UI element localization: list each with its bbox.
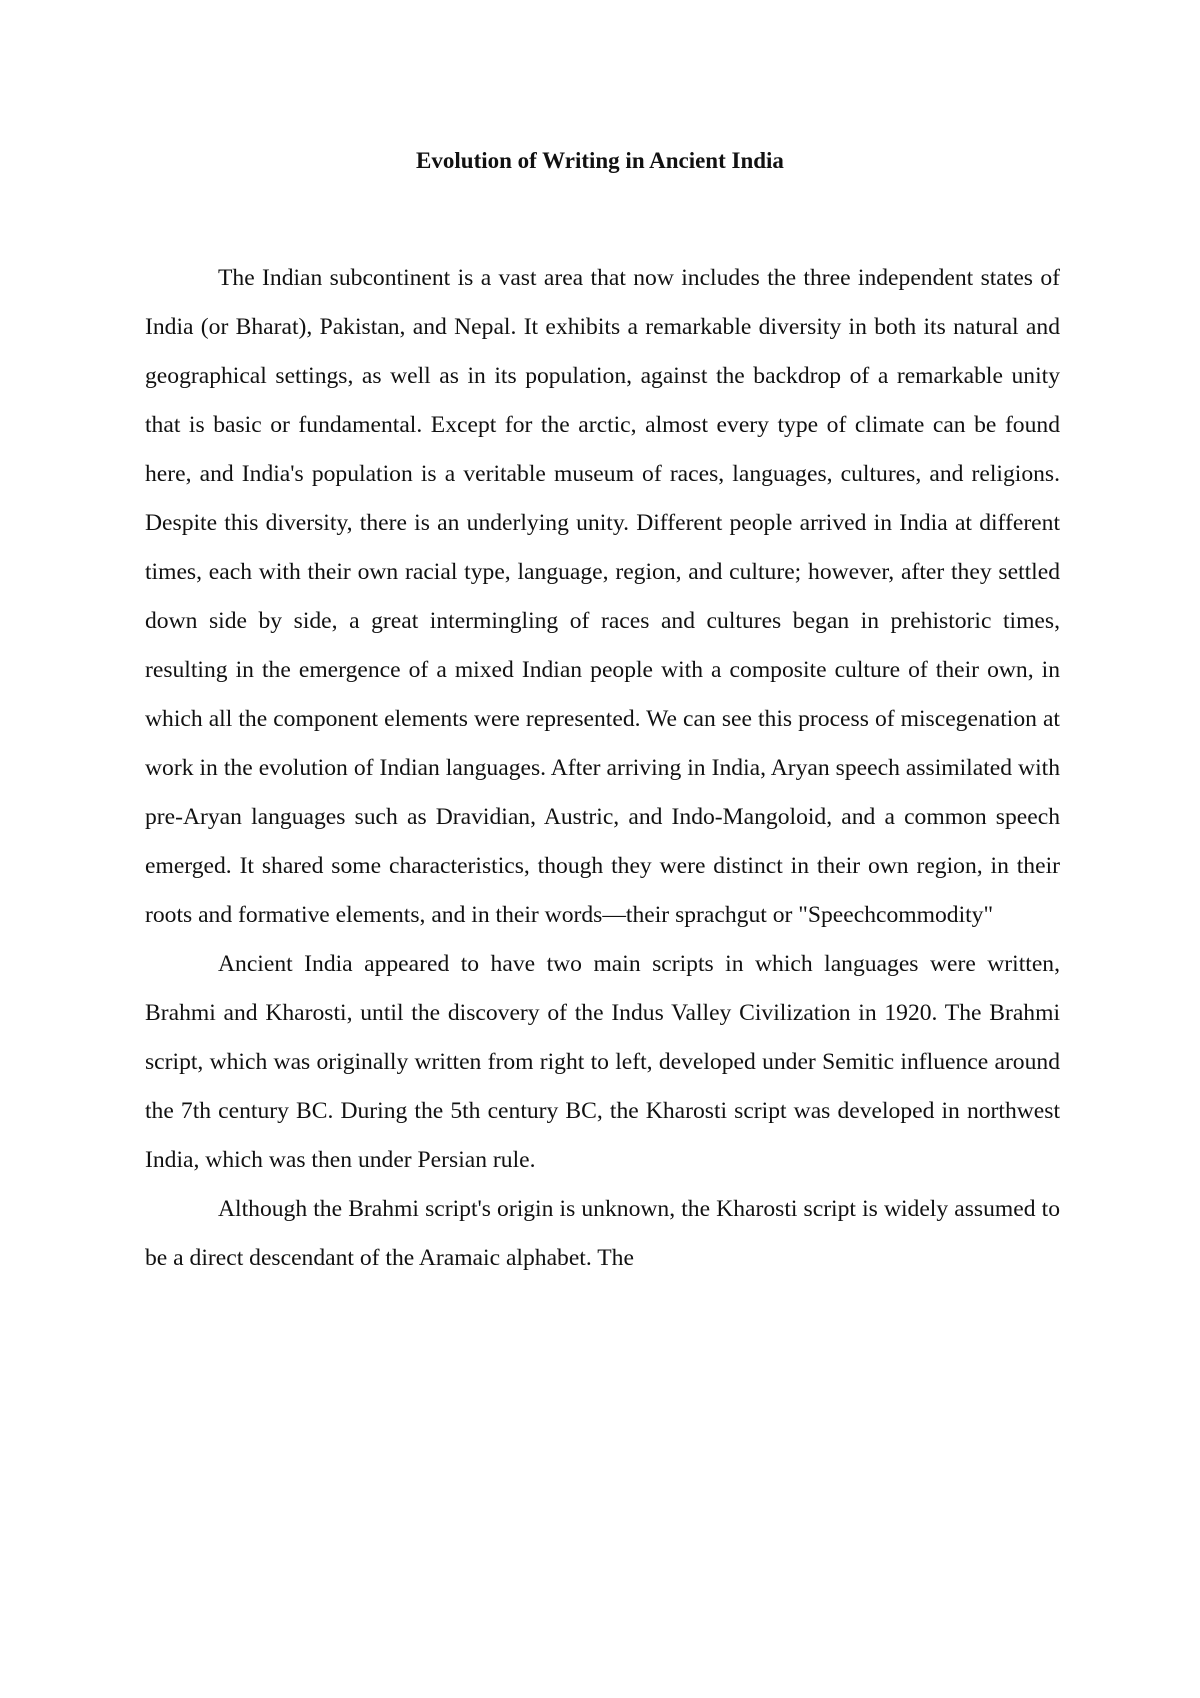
document-title: Evolution of Writing in Ancient India	[416, 148, 784, 173]
document-body	[145, 254, 1060, 1283]
paragraph-1: The Indian subcontinent is a vast area that now includes the three independent states of India (or Bharat), Pakistan, and Nepal. It exhibits a remarkable diversity in both its natural and geographical settings, as well as in its population, against the backdrop of a remarkable unity that is basic or fundamental. Except for the arctic, almost every type of climate can be found here, and India's population is a veritable museum of races, languages, cultures, and religions. Despite this diversity, there is an underlying unity. Different people arrived in India at different times, each with their own racial type, language, region, and culture; however, after they settled down side by side, a great intermingling of races and cultures began in prehistoric times, resulting in the emergence of a mixed Indian people with a composite culture of their own, in which all the component elements were represented. We can see this process of miscegenation at work in the evolution of Indian languages. After arriving in India, Aryan speech assimilated with pre-Aryan languages such as Dravidian, Austric, and Indo-Mangoloid, and a common speech emerged. It shared some characteristics, though they were distinct in their own region, in their roots and formative elements, and in their words—their sprachgut or "Speechcommodity"	[145, 265, 1060, 928]
paragraph-3: Although the Brahmi script's origin is unknown, the Kharosti script is widely assumed to be a direct descendant of the Aramaic alphabet. The	[145, 1196, 1060, 1271]
paragraph-2: Ancient India appeared to have two main scripts in which languages were written, Brahmi and Kharosti, until the discovery of the Indus Valley Civilization in 1920. The Brahmi script, which was originally written from right to left, developed under Semitic influence around the 7th century BC. During the 5th century BC, the Kharosti script was developed in northwest India, which was then under Persian rule.	[145, 951, 1060, 1173]
